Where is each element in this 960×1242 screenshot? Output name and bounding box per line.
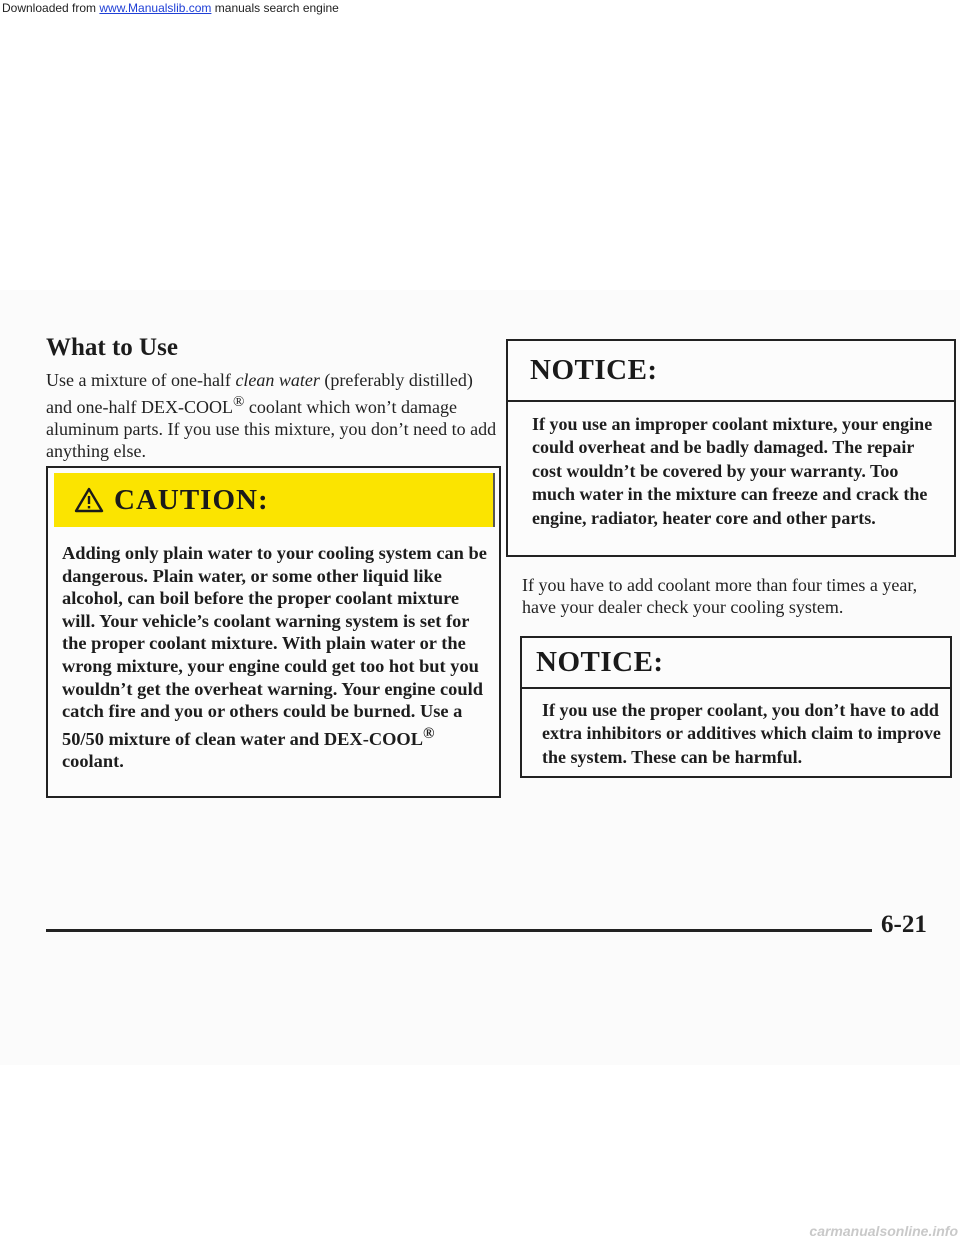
intro-text-1: Use a mixture of one-half xyxy=(46,370,236,390)
caution-header xyxy=(54,473,495,527)
caution-text-end: coolant. xyxy=(62,751,124,772)
banner-prefix: Downloaded from xyxy=(2,1,100,15)
caution-text xyxy=(62,542,487,773)
notice-text: If you use the proper coolant, you don’t have to add extra inhibitors or additives which claim to improve the system. These can be harmful. xyxy=(542,700,941,767)
page-number: 6-21 xyxy=(881,911,927,938)
caution-box xyxy=(46,466,501,798)
download-banner xyxy=(0,0,960,22)
notice-title: NOTICE: xyxy=(530,354,658,386)
caution-text-main: Adding only plain water to your cooling system can be dangerous. Plain water, or some other liquid like alcohol, can boil before the proper coolant mixture will. Your vehicle’s coolant warning system is set for the proper coolant mixture. With plain water or the wrong mixture, your engine could get too hot but you wouldn’t get the overheat warning. Your engine could catch fire and you or others could be burned. Use a 50/50 mixture of clean water and DEX-COOL xyxy=(62,543,487,749)
watermark-logo: carmanualsonline.info xyxy=(809,1223,958,1239)
warning-triangle-icon xyxy=(74,487,104,513)
caution-registered-mark: ® xyxy=(422,724,435,742)
notice-box-additives xyxy=(520,636,952,778)
section-heading: What to Use xyxy=(46,334,178,361)
notice-header xyxy=(522,638,950,689)
banner-suffix: manuals search engine xyxy=(211,1,339,15)
intro-paragraph xyxy=(46,369,502,462)
manualslib-link[interactable]: www.Manualslib.com xyxy=(99,1,212,15)
footer-rule xyxy=(46,929,872,932)
notice-text: If you use an improper coolant mixture, your engine could overheat and be badly damaged. The repair cost wouldn’t be covered by your warranty. Too much water in the mixture can freeze and crack the engine, radiator, heater core and other parts. xyxy=(532,414,933,528)
intro-text-2: (preferably distilled) and one-half DEX-COOL xyxy=(46,370,473,417)
notice-box-coolant-mixture xyxy=(506,339,956,557)
caution-title: CAUTION: xyxy=(114,483,269,516)
notice-header xyxy=(508,341,954,402)
notice-title: NOTICE: xyxy=(536,646,664,678)
registered-mark: ® xyxy=(232,394,245,410)
intro-italic: clean water xyxy=(235,370,320,390)
intro-text-3: coolant which won’t damage aluminum parts. If you use this mixture, you don’t need to add anything else. xyxy=(46,397,497,461)
add-coolant-paragraph: If you have to add coolant more than four times a year, have your dealer check your cooling system. xyxy=(522,575,918,617)
